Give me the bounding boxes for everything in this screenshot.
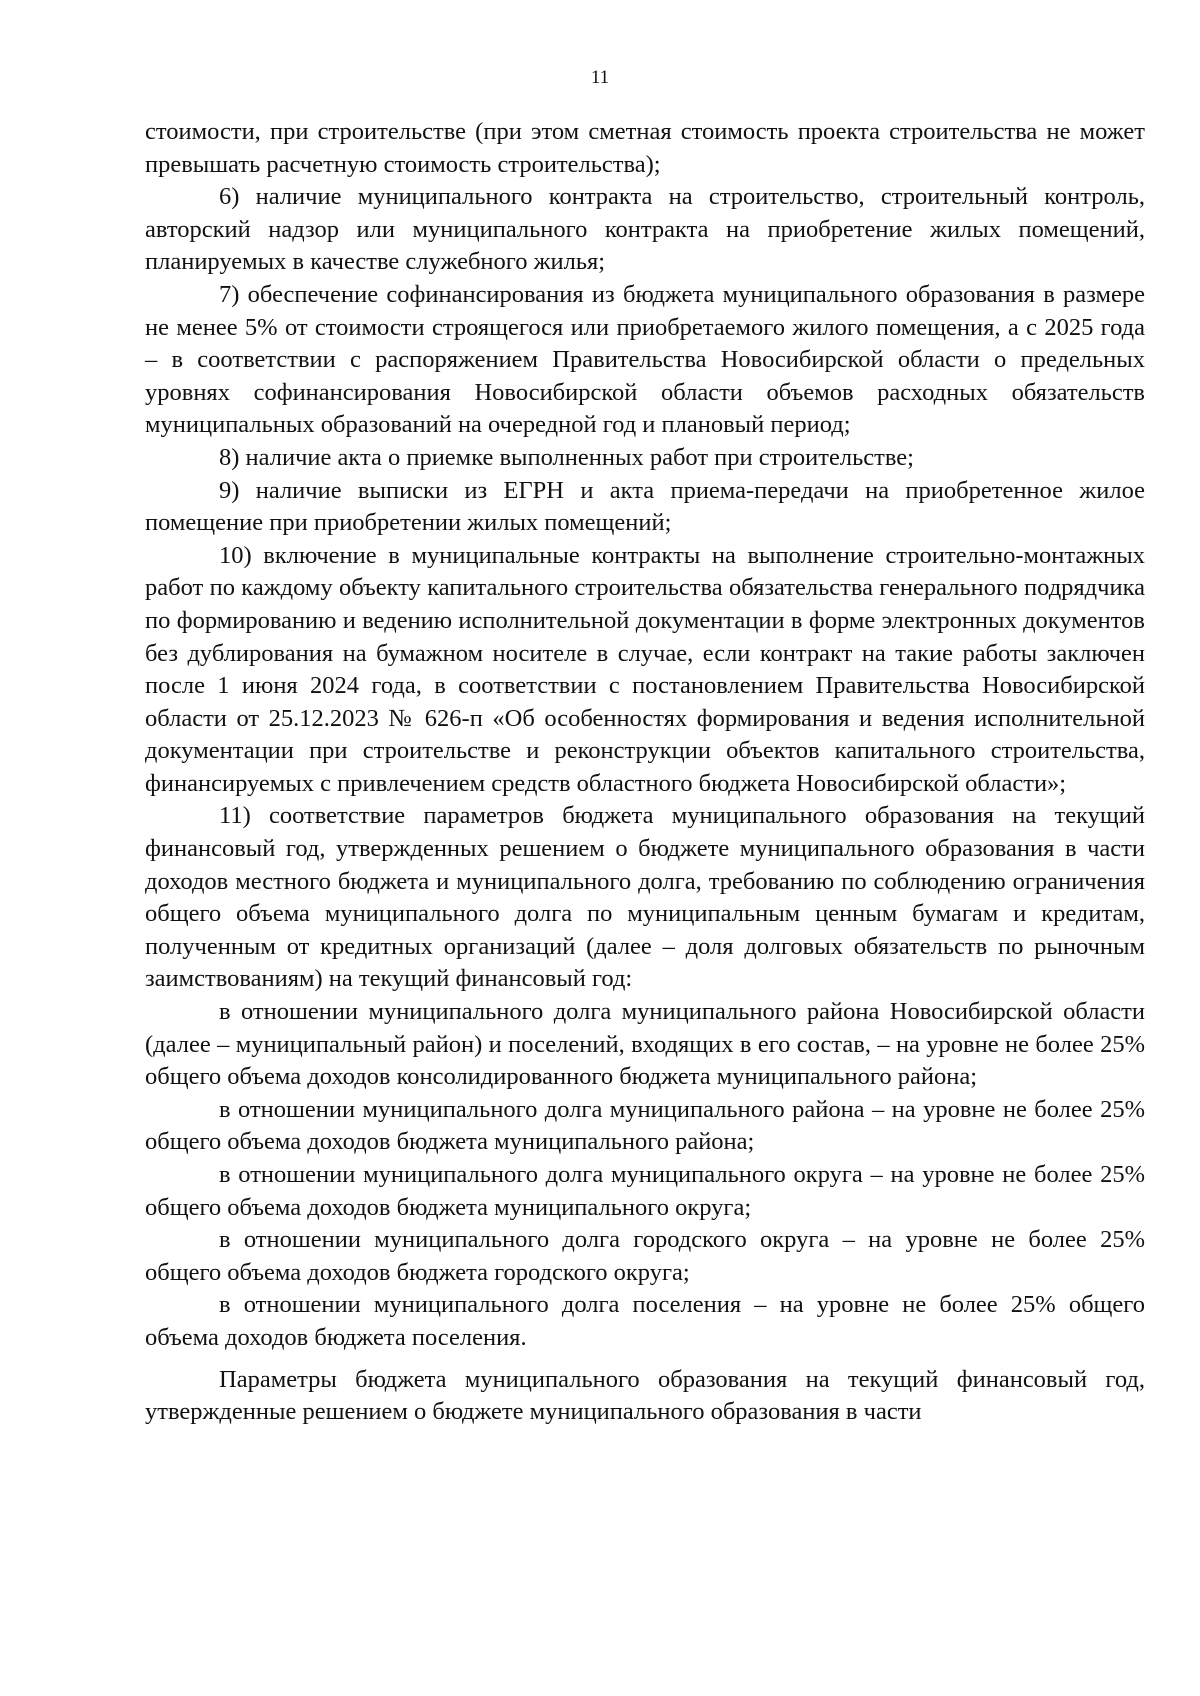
paragraph-debt-municipal-district: в отношении муниципального долга муниципального района – на уровне не более 25% общего объема доходов бюджета муниципального района; (145, 1095, 1145, 1156)
paragraph-item-11: 11) соответствие параметров бюджета муниципального образования на текущий финансовый год, утвержденных решением о бюджете муниципального образования в части доходов местного бюджета и муниципального долга, требованию по соблюдению ограничения общего объема муниципального долга по муниципальным ценным бумагам и кредитам, полученным от кредитных организаций (далее – доля долговых обязательств по рыночным заимствованиям) на текущий финансовый год: (145, 802, 1145, 993)
page-number: 11 (590, 67, 610, 88)
paragraph-item-9: 9) наличие выписки из ЕГРН и акта приема-передачи на приобретенное жилое помещение при приобретении жилых помещений; (145, 476, 1145, 537)
document-body (145, 116, 1145, 1429)
paragraph-continuation: стоимости, при строительстве (при этом сметная стоимость проекта строительства не может превышать расчетную стоимость строительства); (145, 118, 1145, 178)
paragraph-debt-city-okrug: в отношении муниципального долга городского округа – на уровне не более 25% общего объема доходов бюджета городского округа; (145, 1226, 1145, 1286)
paragraph-debt-settlement: в отношении муниципального долга поселения – на уровне не более 25% общего объема доходов бюджета поселения. (145, 1291, 1145, 1351)
paragraph-item-10: 10) включение в муниципальные контракты на выполнение строительно-монтажных работ по каждому объекту капитального строительства обязательства генерального подрядчика по формированию и ведению исполнительной документации в форме электронных документов без дублирования на бумажном носителе в случае, если контракт на такие работы заключен после 1 июня 2024 года, в соответствии с постановлением Правительства Новосибирской области от 25.12.2023 № 626-п «Об особенностях формирования и ведения исполнительной документации при строительстве и реконструкции объектов капитального строительства, финансируемых с привлечением средств областного бюджета Новосибирской области»; (145, 541, 1145, 797)
paragraph-debt-municipal-okrug: в отношении муниципального долга муниципального округа – на уровне не более 25% общего объема доходов бюджета муниципального округа; (145, 1161, 1145, 1221)
paragraph-budget-parameters: Параметры бюджета муниципального образования на текущий финансовый год, утвержденные решением о бюджете муниципального образования в части (145, 1365, 1145, 1426)
paragraph-item-6: 6) наличие муниципального контракта на строительство, строительный контроль, авторский надзор или муниципального контракта на приобретение жилых помещений, планируемых в качестве служебного жилья; (145, 183, 1145, 276)
paragraph-debt-municipal-district-consolidated: в отношении муниципального долга муниципального района Новосибирской области (далее – муниципальный район) и поселений, входящих в его состав, – на уровне не более 25% общего объема доходов консолидированного бюджета муниципального района; (145, 998, 1145, 1091)
paragraph-item-7: 7) обеспечение софинансирования из бюджета муниципального образования в размере не менее 5% от стоимости строящегося или приобретаемого жилого помещения, а с 2025 года – в соответствии с распоряжением Правительства Новосибирской области о предельных уровнях софинансирования Новосибирской области объемов расходных обязательств муниципальных образований на очередной год и плановый период; (145, 280, 1145, 439)
paragraph-item-8: 8) наличие акта о приемке выполненных работ при строительстве; (219, 443, 914, 471)
